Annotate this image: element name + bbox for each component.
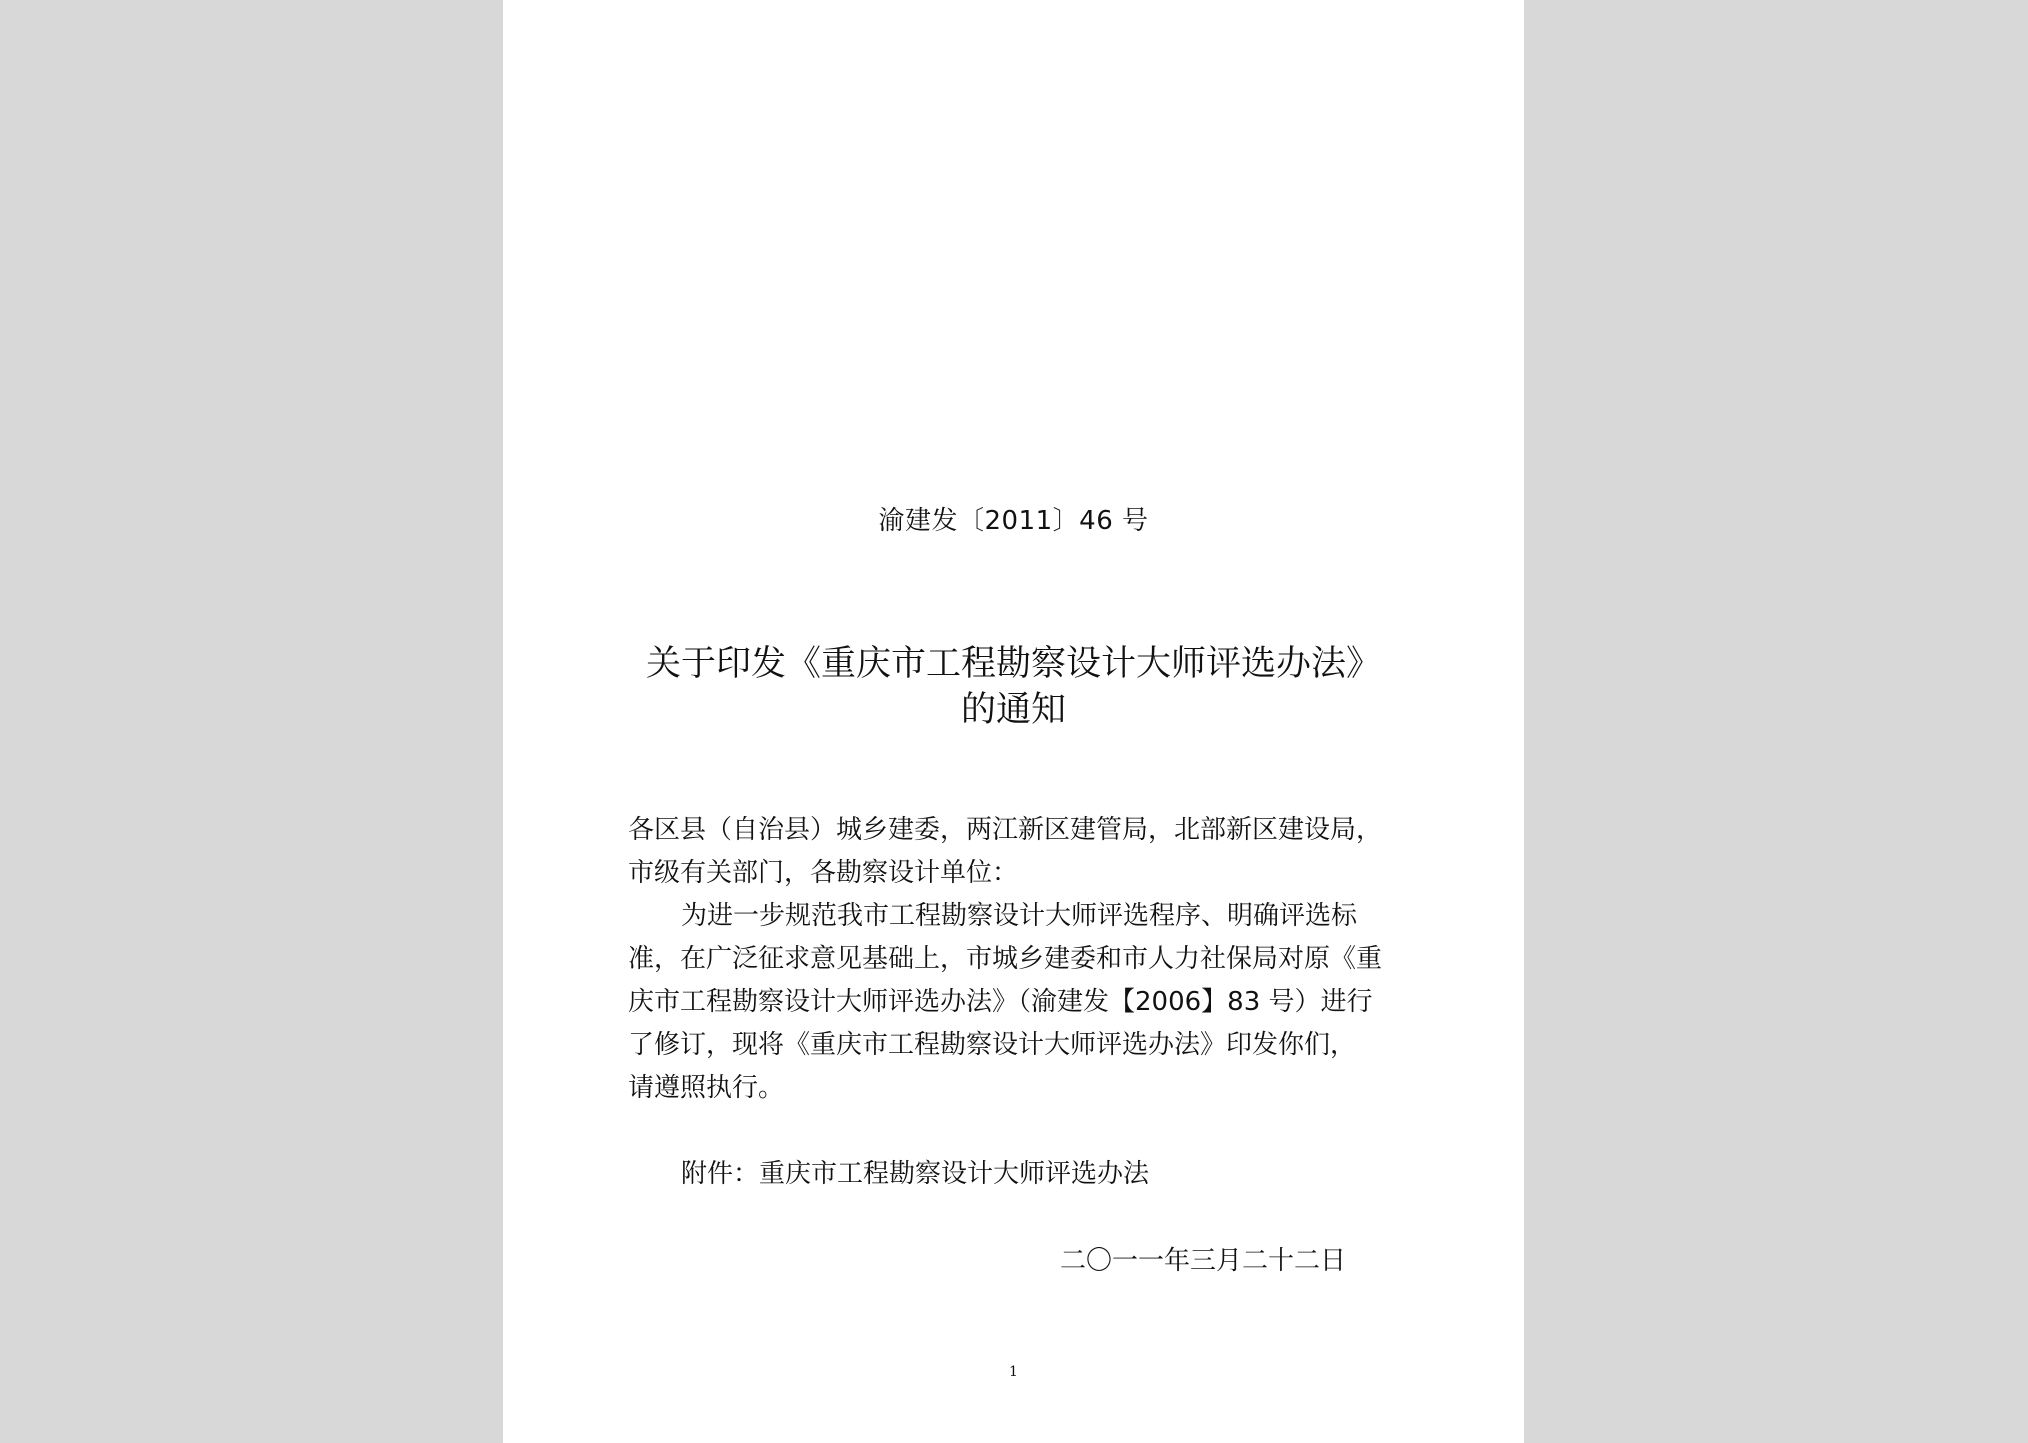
body-line-5: 请遵照执行。 — [628, 1073, 785, 1103]
body-line-1: 为进一步规范我市工程勘察设计大师评选程序、明确评选标 — [681, 901, 1358, 931]
document-number: 渝建发〔2011〕46 号 — [878, 506, 1149, 536]
addressee-line-1: 各区县（自治县）城乡建委，两江新区建管局，北部新区建设局， — [628, 815, 1383, 845]
title-line-1: 关于印发《重庆市工程勘察设计大师评选办法》 — [645, 644, 1381, 684]
body-line-4: 了修订，现将《重庆市工程勘察设计大师评选办法》印发你们， — [628, 1030, 1357, 1060]
title-line-2: 的通知 — [960, 690, 1066, 730]
attachment-note: 附件：重庆市工程勘察设计大师评选办法 — [681, 1159, 1150, 1189]
body-line-3: 庆市工程勘察设计大师评选办法》（渝建发【2006】83 号）进行 — [628, 987, 1373, 1017]
body-line-2: 准，在广泛征求意见基础上，市城乡建委和市人力社保局对原《重 — [628, 944, 1383, 974]
addressee-block — [628, 809, 1408, 895]
body-paragraph — [628, 895, 1408, 1110]
document-page — [503, 0, 1524, 1443]
document-date: 二〇一一年三月二十二日 — [1060, 1246, 1347, 1276]
page-number: 1 — [1009, 1364, 1018, 1380]
addressee-line-2: 市级有关部门，各勘察设计单位： — [628, 858, 1019, 888]
document-title — [503, 641, 1524, 733]
